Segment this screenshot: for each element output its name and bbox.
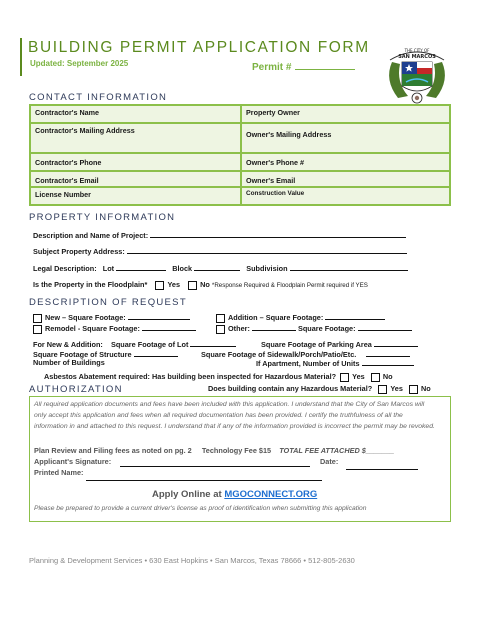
permit-number-line [295,60,355,70]
for-new-addition-label: For New & Addition: [33,340,103,349]
buildings-label: Number of Buildings [33,358,105,367]
printed-name-label: Printed Name: [34,468,84,477]
addition-sqft-field[interactable] [325,312,385,320]
other-checkbox[interactable] [216,325,225,334]
lot-field[interactable] [116,263,166,271]
legal-description-row [33,263,408,273]
hazardous-no-label: No [421,384,431,393]
owner-mailing-label: Owner's Mailing Address [246,130,332,139]
new-addition-row [33,339,236,349]
project-description-line [150,230,406,238]
filing-fees-label: Plan Review and Filing fees as noted on pg. 2 [34,446,192,455]
property-address-field[interactable] [33,246,407,256]
sqft-structure-label: Square Footage of Structure [33,350,132,359]
floodplain-note: *Response Required & Floodplain Permit required if YES [211,282,368,289]
parking-row [261,339,418,349]
hazardous-row [208,384,431,394]
owner-email-label: Owner's Email [246,176,296,185]
city-seal-logo [382,42,452,106]
project-description-field[interactable] [33,230,406,240]
form-title: BUILDING PERMIT APPLICATION FORM [28,39,370,56]
sqft-lot-label: Square Footage of Lot [110,340,189,349]
property-address-line [127,246,407,254]
title-accent-rule [20,38,22,76]
lot-label: Lot [102,264,115,273]
property-owner-field[interactable] [241,105,450,123]
other-sqft-field[interactable] [358,323,412,331]
hazardous-yes-checkbox[interactable] [378,385,387,394]
addition-sqft-row [216,312,385,323]
addition-sqft-label: Addition – Square Footage: [228,313,324,322]
contractor-email-field[interactable] [30,171,241,187]
hazardous-label: Does building contain any Hazardous Material? [208,384,373,393]
permit-number-field[interactable] [252,60,355,73]
floodplain-yes-label: Yes [167,280,181,289]
asbestos-row [44,372,393,382]
contractor-name-field[interactable] [30,105,241,123]
footer-contact: Planning & Development Services • 630 East Hopkins • San Marcos, Texas 78666 • 512-805-2630 [29,556,355,565]
apartment-units-field[interactable] [362,358,414,366]
sqft-lot-field[interactable] [190,339,236,347]
floodplain-no-label: No [200,280,210,289]
sqft-parking-field[interactable] [374,339,418,347]
svg-text:SAN MARCOS: SAN MARCOS [398,54,436,60]
subdivision-field[interactable] [290,263,408,271]
other-row [216,323,412,334]
floodplain-yes-checkbox[interactable] [155,281,164,290]
apply-online [152,489,317,500]
authorization-box [29,396,451,522]
construction-value-label: Construction Value [246,190,305,197]
license-number-label: License Number [35,190,91,199]
apartment-row [256,358,414,368]
contractor-mailing-label: Contractor's Mailing Address [35,126,135,135]
asbestos-yes-checkbox[interactable] [340,373,349,382]
owner-phone-label: Owner's Phone # [246,158,305,167]
property-section-heading: PROPERTY INFORMATION [29,212,176,223]
id-note: Please be prepared to provide a current driver's license as proof of identification when submitting this application [34,505,367,512]
remodel-sqft-field[interactable] [142,323,196,331]
updated-date: Updated: September 2025 [30,59,129,68]
addition-checkbox[interactable] [216,314,225,323]
asbestos-label: Asbestos Abatement required: Has building been inspected for Hazardous Material? [44,372,337,381]
new-sqft-field[interactable] [128,312,190,320]
signature-row [34,457,111,466]
other-label: Other: [228,324,250,333]
block-label: Block [172,264,193,273]
contractor-phone-label: Contractor's Phone [35,158,102,167]
asbestos-no-label: No [382,372,393,381]
floodplain-no-checkbox[interactable] [188,281,197,290]
project-description-label: Description and Name of Project: [33,231,149,240]
apply-online-label: Apply Online at [152,489,225,500]
hazardous-yes-label: Yes [390,384,403,393]
total-fee-label: TOTAL FEE ATTACHED $_______ [279,446,395,455]
license-number-field[interactable] [30,187,241,205]
owner-mailing-field[interactable] [241,123,450,153]
property-address-label: Subject Property Address: [33,247,125,256]
new-sqft-row [33,312,190,323]
signature-field[interactable] [120,459,310,467]
block-field[interactable] [194,263,240,271]
owner-email-field[interactable] [241,171,450,187]
floodplain-label: Is the Property in the Floodplain* [33,280,148,289]
other-sqft-label: Square Footage: [297,324,356,333]
contractor-email-label: Contractor's Email [35,176,99,185]
remodel-sqft-row [33,323,196,334]
authorization-section-heading: AUTHORIZATION [29,384,123,395]
asbestos-yes-label: Yes [352,372,365,381]
remodel-sqft-label: Remodel - Square Footage: [45,324,140,333]
permit-label: Permit # [252,62,292,73]
sqft-structure-field[interactable] [134,349,178,357]
request-section-heading: DESCRIPTION OF REQUEST [29,297,187,308]
contractor-mailing-field[interactable] [30,123,241,153]
sqft-sidewalk-label: Square Footage of Sidewalk/Porch/Patio/Etc. [201,350,357,359]
remodel-checkbox[interactable] [33,325,42,334]
apply-online-link[interactable]: MGOCONNECT.ORG [224,489,318,500]
property-owner-label: Property Owner [246,108,300,117]
legal-description-label: Legal Description: [33,264,97,273]
fees-row [34,446,394,455]
contact-table [29,104,451,206]
new-sqft-label: New – Square Footage: [45,313,126,322]
subdivision-label: Subdivision [246,264,288,273]
floodplain-row [33,280,368,290]
apartment-units-label: If Apartment, Number of Units [256,359,360,368]
other-field[interactable] [252,323,296,331]
date-field[interactable] [346,462,418,470]
asbestos-no-checkbox[interactable] [371,373,380,382]
signature-label: Applicant's Signature: [34,457,112,466]
sqft-sidewalk-field[interactable] [366,349,410,357]
contact-section-heading: CONTACT INFORMATION [29,92,168,103]
owner-phone-field[interactable] [241,153,450,171]
technology-fee-label: Technology Fee $15 [201,446,272,455]
contractor-phone-field[interactable] [30,153,241,171]
contractor-name-label: Contractor's Name [35,108,100,117]
construction-value-field[interactable] [241,187,450,205]
svg-text:THE CITY OF: THE CITY OF [404,48,430,53]
hazardous-no-checkbox[interactable] [409,385,418,394]
date-label: Date: [320,457,339,466]
sqft-parking-label: Square Footage of Parking Area [261,340,372,349]
new-checkbox[interactable] [33,314,42,323]
printed-name-field[interactable] [86,473,322,481]
authorization-statement: All required application documents and fees have been included with this application. I understand that the City of San Marcos will only accept this application and fees when all required documentation has been provided. I certify the truthfulness of all the information in and attached to this request. I understand that if any of the information provided is incorrect the permit may be revoked. [34,401,435,430]
